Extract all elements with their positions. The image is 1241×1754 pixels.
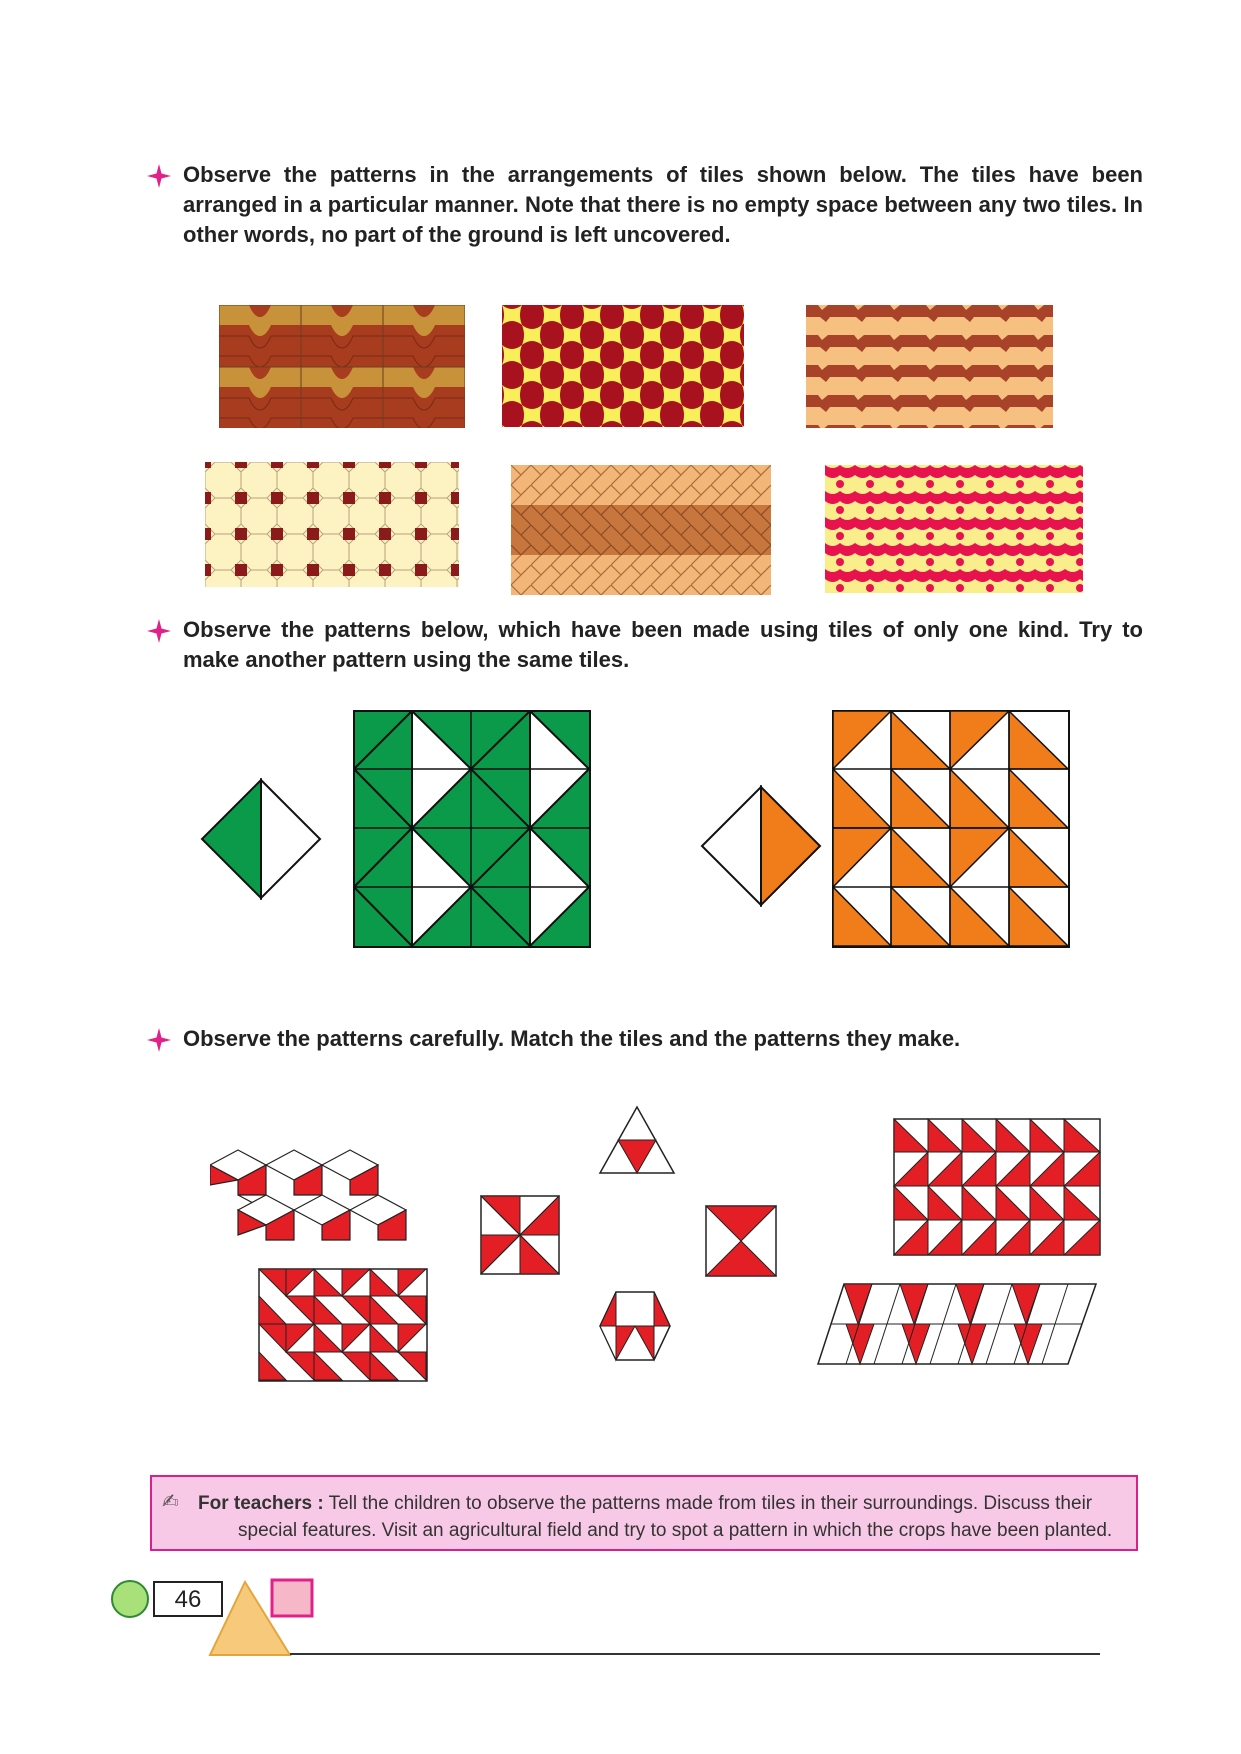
page-number: 46 (153, 1581, 223, 1617)
pinwheel-pattern (258, 1268, 430, 1383)
bullet-star-icon (146, 618, 172, 644)
pinwheel-tile (480, 1195, 560, 1275)
instruction-2: Observe the patterns below, which have been made using tiles of only one kind. Try to make another pattern using the same tiles. (183, 617, 1143, 672)
green-tile-pattern (353, 710, 593, 950)
teacher-note-lead: For teachers : (198, 1493, 324, 1514)
footer-decoration (110, 1570, 1110, 1660)
bullet-star-icon (146, 163, 172, 189)
pencil-hand-icon: ✍ (162, 1491, 179, 1513)
teacher-note-line2: special features. Visit an agricultural field and try to spot a pattern in which the crops have been planted. (238, 1520, 1113, 1541)
triangle-tile (598, 1105, 676, 1175)
hourglass-square-tile (705, 1205, 777, 1277)
teacher-note-text (198, 1490, 1123, 1544)
green-single-tile (200, 778, 322, 900)
bullet-star-icon (146, 1027, 172, 1053)
tile-pattern-herringbone (511, 465, 771, 595)
rhombus-pattern (210, 1135, 410, 1255)
triangle-strip-pattern (816, 1282, 1098, 1366)
page-footer (110, 1570, 1110, 1660)
teacher-note-box (150, 1475, 1138, 1551)
tile-pattern-octagons (205, 462, 459, 587)
triangle-grid-pattern (893, 1118, 1103, 1258)
instruction-3: Observe the patterns carefully. Match the tiles and the patterns they make. (183, 1026, 961, 1051)
tile-pattern-pink-yellow (825, 465, 1083, 593)
hexagon-tile (598, 1290, 672, 1362)
orange-tile-pattern (832, 710, 1072, 950)
instruction-1: Observe the patterns in the arrangements of tiles shown below. The tiles have been arranged in a particular manner. Note that there is no empty space between any two tiles. In other words, no part of the ground is left uncovered. (183, 162, 1143, 247)
orange-single-tile (700, 785, 822, 907)
tile-pattern-bone (219, 305, 465, 428)
tile-pattern-waves (502, 305, 744, 427)
teacher-note-line1: Tell the children to observe the patterns made from tiles in their surroundings. Discuss their (328, 1493, 1093, 1514)
tile-pattern-zigzag (806, 305, 1053, 428)
